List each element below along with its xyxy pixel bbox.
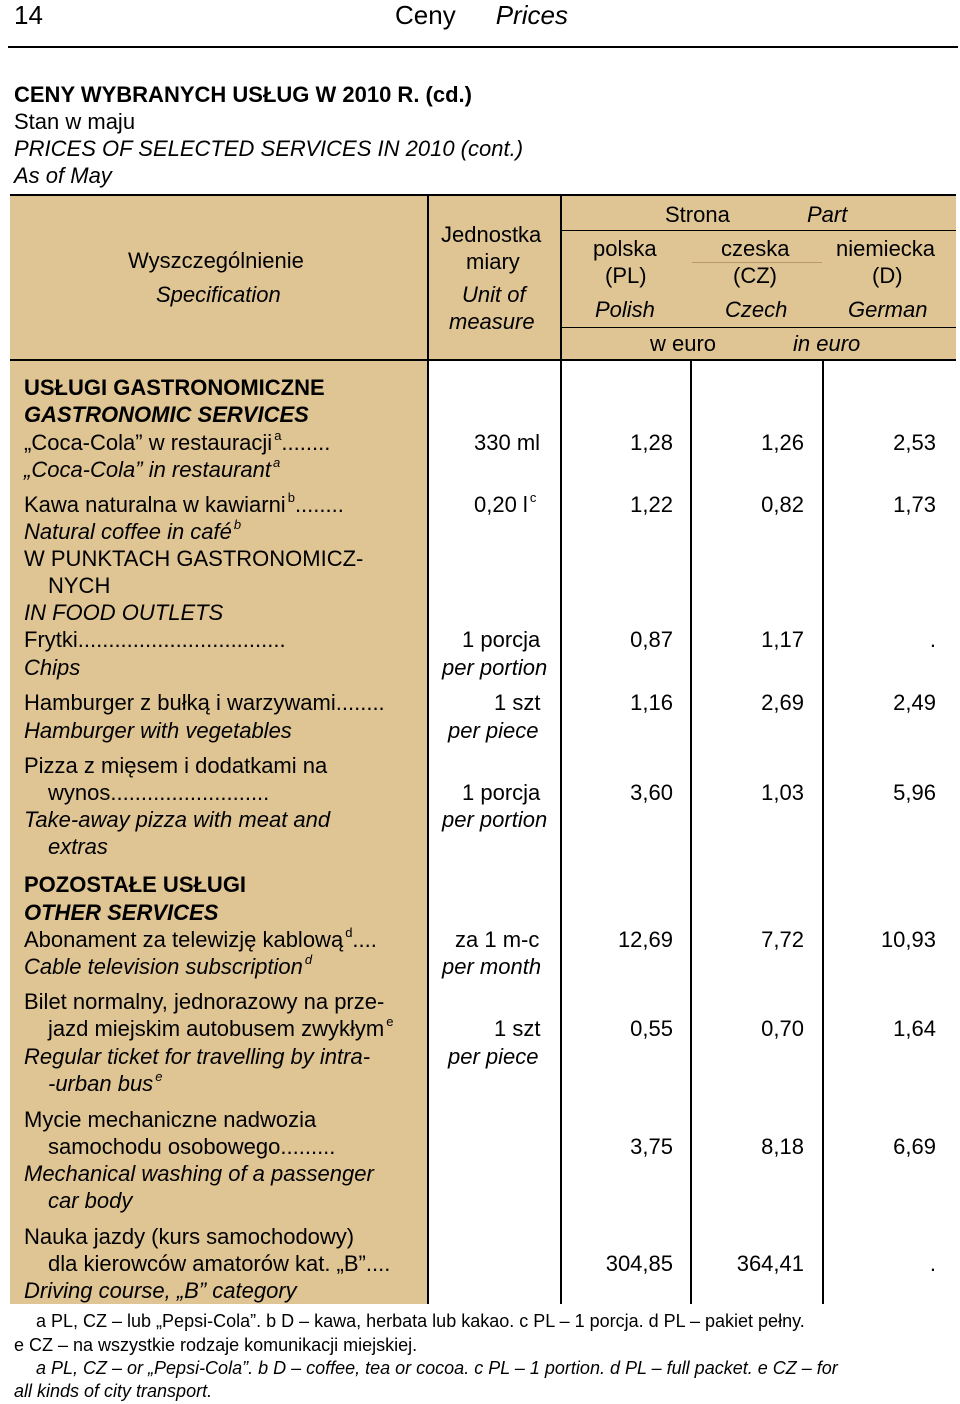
row-chips-de: . bbox=[929, 627, 936, 652]
footnote-en-1: a PL, CZ – or „Pepsi-Cola”. b D – coffee, tea or cocoa. c PL – 1 portion. d PL – full packet. e CZ – for bbox=[36, 1358, 838, 1378]
footnote-pl-2: e CZ – na wszystkie rodzaje komunikacji miejskiej. bbox=[14, 1335, 418, 1355]
row-pizza-unit-pl: 1 porcja bbox=[462, 780, 541, 805]
row-tv-pl: 12,69 bbox=[617, 927, 673, 952]
row-driving-cz: 364,41 bbox=[736, 1251, 804, 1276]
row-pizza-label-en-2: extras bbox=[48, 834, 108, 859]
row-chips-label-pl: Frytki.................................. bbox=[24, 627, 286, 652]
row-bus-unit-pl: 1 szt bbox=[494, 1016, 541, 1041]
cz-header-en: Czech bbox=[725, 297, 788, 322]
row-bus-pl: 0,55 bbox=[630, 1016, 673, 1041]
row-chips-unit-pl: 1 porcja bbox=[462, 627, 541, 652]
row-burger-unit-en: per piece bbox=[448, 718, 539, 743]
lang-underline bbox=[562, 327, 956, 328]
running-title bbox=[395, 0, 568, 31]
de-header-en: German bbox=[848, 297, 928, 322]
row-burger-de: 2,49 bbox=[893, 690, 936, 715]
footnote-en-2: all kinds of city transport. bbox=[14, 1381, 213, 1401]
row-driving-label-pl-1: Nauka jazdy (kurs samochodowy) bbox=[24, 1224, 355, 1249]
row-tv-label-pl: Abonament za telewizję kablową $^d$.... bbox=[24, 925, 377, 952]
row-wash-label-pl-1: Mycie mechaniczne nadwozia bbox=[24, 1107, 317, 1132]
row-driving-label-en: Driving course, „B” category bbox=[24, 1278, 297, 1303]
footnote-pl-1: a PL, CZ – lub „Pepsi-Cola”. b D – kawa, herbata lub kakao. c PL – 1 porcja. d PL – pakiet pełny. bbox=[36, 1311, 805, 1331]
unit-header-pl-2: miary bbox=[466, 249, 520, 274]
col-divider-spec bbox=[427, 194, 429, 1304]
row-bus-unit-en: per piece bbox=[448, 1044, 539, 1069]
row-burger-pl: 1,16 bbox=[630, 690, 673, 715]
row-wash-label-en-2: car body bbox=[48, 1188, 133, 1213]
row-burger-unit-pl: 1 szt bbox=[494, 690, 541, 715]
row-tv-de: 10,93 bbox=[880, 927, 936, 952]
de-header-code: (D) bbox=[872, 263, 903, 288]
row-burger-label-en: Hamburger with vegetables bbox=[24, 718, 292, 743]
row-bus-label-pl-1: Bilet normalny, jednorazowy na prze- bbox=[24, 989, 385, 1014]
pl-header-name: polska bbox=[593, 236, 657, 261]
row-coffee-cz: 0,82 bbox=[761, 492, 804, 517]
row-wash-label-en-1: Mechanical washing of a passenger bbox=[24, 1161, 374, 1186]
page-number: 14 bbox=[14, 0, 43, 30]
row-chips-cz: 1,17 bbox=[761, 627, 804, 652]
part-underline bbox=[562, 230, 956, 231]
currency-pl: w euro bbox=[650, 331, 717, 356]
section-gastro-en: GASTRONOMIC SERVICES bbox=[24, 402, 309, 427]
row-cola-de: 2,53 bbox=[893, 430, 936, 455]
spec-header-pl: Wyszczególnienie bbox=[128, 248, 304, 273]
pl-header-en: Polish bbox=[595, 297, 655, 322]
section-gastro-pl: USŁUGI GASTRONOMICZNE bbox=[24, 375, 325, 400]
row-cola-label-pl: „Coca-Cola” w restauracji $^a$........ bbox=[24, 428, 331, 455]
row-tv-cz: 7,72 bbox=[761, 927, 804, 952]
row-tv-label-en: Cable television subscription $^d$ bbox=[24, 952, 313, 979]
spec-header-en: Specification bbox=[156, 282, 281, 307]
row-chips-pl: 0,87 bbox=[630, 627, 673, 652]
row-bus-cz: 0,70 bbox=[761, 1016, 804, 1041]
table-subtitle-en: As of May bbox=[14, 163, 112, 188]
row-coffee-label-pl: Kawa naturalna w kawiarni $^b$........ bbox=[24, 490, 344, 517]
row-bus-de: 1,64 bbox=[893, 1016, 936, 1041]
row-pizza-pl: 3,60 bbox=[630, 780, 673, 805]
running-title-pl: Ceny bbox=[395, 0, 456, 30]
row-cola-label-en: „Coca-Cola” in restaurant $^a$ bbox=[24, 455, 281, 482]
unit-header-pl-1: Jednostka bbox=[441, 222, 542, 247]
running-title-en: Prices bbox=[495, 0, 568, 30]
row-bus-label-en-1: Regular ticket for travelling by intra- bbox=[24, 1044, 371, 1069]
row-pizza-label-en-1: Take-away pizza with meat and bbox=[24, 807, 331, 832]
cz-header-name: czeska bbox=[721, 236, 790, 261]
header-bottom-border bbox=[10, 359, 956, 361]
row-wash-cz: 8,18 bbox=[761, 1134, 804, 1159]
table-title-pl: CENY WYBRANYCH USŁUG W 2010 R. (cd.) bbox=[14, 82, 472, 107]
row-bus-label-en-2: -urban bus $^e$ bbox=[48, 1069, 163, 1096]
header-rule bbox=[8, 46, 958, 48]
row-coffee-unit: 0,20 l $^c$ bbox=[474, 490, 537, 517]
row-pizza-de: 5,96 bbox=[893, 780, 936, 805]
de-header-name: niemiecka bbox=[836, 236, 936, 261]
row-wash-de: 6,69 bbox=[893, 1134, 936, 1159]
row-driving-label-pl-2: dla kierowców amatorów kat. „B”.... bbox=[48, 1251, 391, 1276]
row-coffee-pl: 1,22 bbox=[630, 492, 673, 517]
row-tv-unit-en: per month bbox=[442, 954, 542, 979]
row-bus-label-pl-2: jazd miejskim autobusem zwykłym $^e$ bbox=[48, 1014, 394, 1041]
row-cola-unit: 330 ml bbox=[474, 430, 541, 455]
cz-header-code: (CZ) bbox=[733, 263, 777, 288]
row-wash-pl: 3,75 bbox=[630, 1134, 673, 1159]
row-burger-label-pl: Hamburger z bułką i warzywami........ bbox=[24, 690, 385, 715]
unit-header-en-2: measure bbox=[449, 309, 535, 334]
row-coffee-label-en: Natural coffee in café $^b$ bbox=[24, 517, 242, 544]
row-burger-cz: 2,69 bbox=[761, 690, 804, 715]
table-subtitle-pl: Stan w maju bbox=[14, 109, 136, 134]
pl-header-code: (PL) bbox=[605, 263, 647, 288]
part-header-pl: Strona bbox=[665, 202, 730, 227]
part-header-en: Part bbox=[807, 202, 848, 227]
row-driving-pl: 304,85 bbox=[605, 1251, 673, 1276]
section-outlets-pl-1: W PUNKTACH GASTRONOMICZ- bbox=[24, 546, 364, 571]
row-pizza-cz: 1,03 bbox=[761, 780, 804, 805]
row-wash-label-pl-2: samochodu osobowego......... bbox=[48, 1134, 336, 1159]
row-chips-label-en: Chips bbox=[24, 655, 81, 680]
section-outlets-en: IN FOOD OUTLETS bbox=[24, 600, 224, 625]
row-cola-pl: 1,28 bbox=[630, 430, 673, 455]
unit-header-en-1: Unit of bbox=[462, 282, 526, 307]
currency-en: in euro bbox=[793, 331, 861, 356]
row-tv-unit-pl: za 1 m-c bbox=[455, 927, 540, 952]
row-pizza-label-pl-1: Pizza z mięsem i dodatkami na bbox=[24, 753, 328, 778]
table-title-en: PRICES OF SELECTED SERVICES IN 2010 (cont.) bbox=[14, 136, 524, 161]
row-pizza-unit-en: per portion bbox=[442, 807, 548, 832]
section-other-en: OTHER SERVICES bbox=[24, 900, 219, 925]
row-chips-unit-en: per portion bbox=[442, 655, 548, 680]
table-top-border bbox=[10, 194, 956, 196]
row-driving-de: . bbox=[929, 1251, 936, 1276]
section-other-pl: POZOSTAŁE USŁUGI bbox=[24, 872, 247, 897]
row-coffee-de: 1,73 bbox=[893, 492, 936, 517]
row-cola-cz: 1,26 bbox=[761, 430, 804, 455]
row-pizza-label-pl-2: wynos.......................... bbox=[48, 780, 270, 805]
section-outlets-pl-2: NYCH bbox=[48, 573, 111, 598]
